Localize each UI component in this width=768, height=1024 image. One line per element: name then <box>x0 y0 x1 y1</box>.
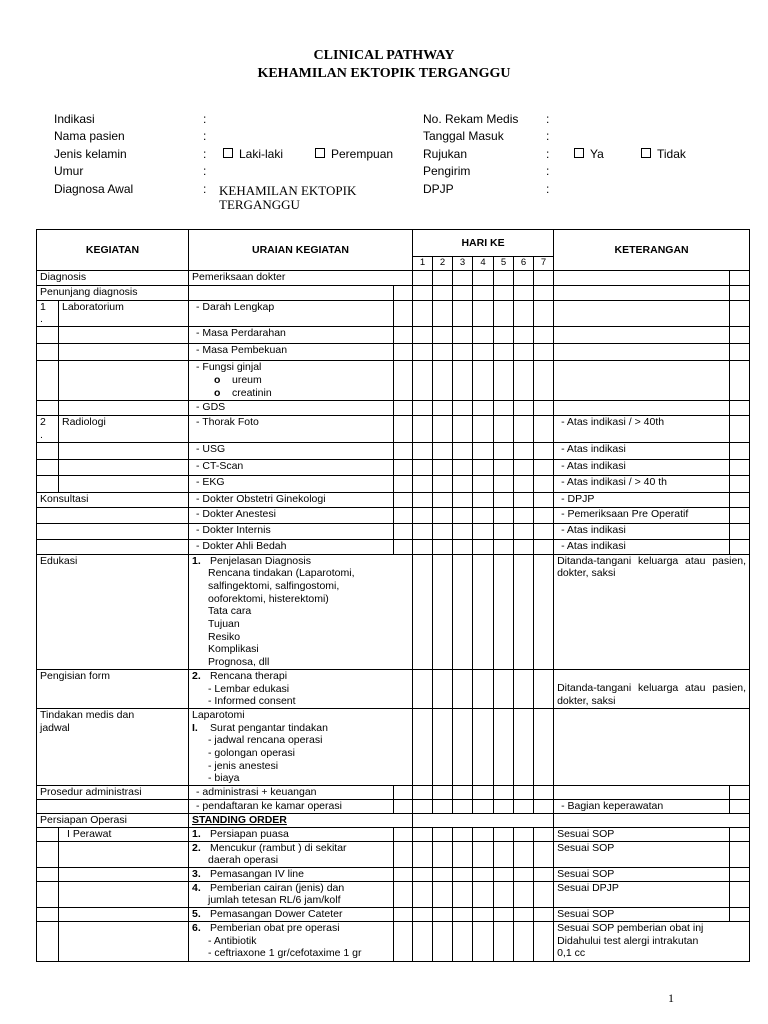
umur-label: Umur <box>54 164 84 178</box>
row-number: 2 . <box>37 416 59 442</box>
day-4: 4 <box>473 257 494 271</box>
nama-pasien-label: Nama pasien <box>54 129 125 143</box>
uraian-cell: - EKG <box>189 475 394 492</box>
day-1: 1 <box>413 257 433 271</box>
uraian-cell: 4. Pemberian cairan (jenis) dan jumlah tetesan RL/6 jam/kolf <box>189 881 394 907</box>
uraian-cell: - USG <box>189 442 394 459</box>
table-row <box>37 270 750 285</box>
day-5: 5 <box>494 257 514 271</box>
table-row <box>37 361 750 401</box>
no-rekam-medis-colon: : <box>546 112 550 126</box>
ya-label: Ya <box>590 147 604 161</box>
indikasi-colon: : <box>203 112 207 126</box>
keterangan-cell: - Atas indikasi <box>554 539 730 554</box>
table-row <box>37 507 750 523</box>
day-3: 3 <box>453 257 473 271</box>
uraian-cell: - administrasi + keuangan <box>189 786 394 800</box>
pengirim-label: Pengirim <box>423 164 471 178</box>
table-row <box>37 475 750 492</box>
kegiatan-cell: Pengisian form <box>37 669 189 708</box>
uraian-cell: 1. Penjelasan Diagnosis Rencana tindakan (Laparotomi, salfingektomi, salfingostomi, ooforektomi, histerektomi) Tata cara Tujuan Resiko Komplikasi Prognosa, dll <box>189 554 413 669</box>
uraian-cell: - Masa Pembekuan <box>189 344 394 361</box>
uraian-cell: - Dokter Internis <box>189 523 394 539</box>
kegiatan-cell: Laboratorium <box>59 300 189 326</box>
table-row <box>37 867 750 881</box>
kegiatan-cell: Penunjang diagnosis <box>37 285 189 300</box>
uraian-cell: 6. Pemberian obat pre operasi - Antibiotik - ceftriaxone 1 gr/cefotaxime 1 gr <box>189 921 394 961</box>
uraian-cell: - Fungsi ginjal o ureum o creatinin <box>189 361 394 401</box>
uraian-cell: 3. Pemasangan IV line <box>189 867 394 881</box>
keterangan-cell: - Atas indikasi <box>554 523 730 539</box>
table-row <box>37 459 750 475</box>
table-row <box>37 814 750 828</box>
ya-option[interactable] <box>574 147 604 161</box>
table-row <box>37 327 750 344</box>
keterangan-cell: - Pemeriksaan Pre Operatif <box>554 507 730 523</box>
uraian-cell: - pendaftaran ke kamar operasi <box>189 800 394 814</box>
keterangan-cell: - Atas indikasi <box>554 459 730 475</box>
table-header-row <box>37 230 750 257</box>
header-keterangan: KETERANGAN <box>554 230 750 271</box>
header-hari-ke: HARI KE <box>413 230 554 257</box>
table-row <box>37 908 750 922</box>
table-row <box>37 554 750 669</box>
diagnosa-awal-value-2: TERGANGGU <box>219 197 300 212</box>
kegiatan-cell: Edukasi <box>37 554 189 669</box>
day-7: 7 <box>534 257 554 271</box>
keterangan-cell: Sesuai SOP <box>554 827 730 841</box>
row-number: 1 . <box>37 300 59 326</box>
ya-checkbox[interactable] <box>574 148 584 158</box>
day-6: 6 <box>514 257 534 271</box>
keterangan-cell: - Atas indikasi / > 40th <box>554 416 730 442</box>
tanggal-masuk-colon: : <box>546 129 550 143</box>
rujukan-label: Rujukan <box>423 147 468 161</box>
keterangan-cell: - Bagian keperawatan <box>554 800 730 814</box>
dpjp-colon: : <box>546 182 550 196</box>
table-row <box>37 827 750 841</box>
dpjp-label: DPJP <box>423 182 454 196</box>
uraian-cell: 2. Rencana therapi - Lembar edukasi - Informed consent <box>189 669 413 708</box>
keterangan-cell: Sesuai DPJP <box>554 881 730 907</box>
page-number: 1 <box>668 991 674 1005</box>
jenis-kelamin-label: Jenis kelamin <box>54 147 127 161</box>
clinical-pathway-table <box>36 229 750 962</box>
table-row <box>37 921 750 961</box>
uraian-cell: - GDS <box>189 401 394 416</box>
perawat-label: I Perawat <box>59 827 189 841</box>
tanggal-masuk-label: Tanggal Masuk <box>423 129 504 143</box>
laki-laki-checkbox[interactable] <box>223 148 233 158</box>
kegiatan-cell: Tindakan medis dan jadwal <box>37 708 189 785</box>
jenis-kelamin-colon: : <box>203 147 207 161</box>
table-row <box>37 523 750 539</box>
rujukan-colon: : <box>546 147 550 161</box>
table-row <box>37 442 750 459</box>
header-kegiatan: KEGIATAN <box>37 230 189 271</box>
no-rekam-medis-label: No. Rekam Medis <box>423 112 519 126</box>
table-row <box>37 401 750 416</box>
uraian-cell: - Masa Perdarahan <box>189 327 394 344</box>
uraian-cell: - Thorak Foto <box>189 416 394 442</box>
nama-pasien-colon: : <box>203 129 207 143</box>
keterangan-cell: Sesuai SOP pemberian obat inj Didahului test alergi intrakutan 0,1 cc <box>554 921 750 961</box>
keterangan-cell: - Atas indikasi <box>554 442 730 459</box>
perempuan-checkbox[interactable] <box>315 148 325 158</box>
diagnosa-awal-value-1: KEHAMILAN EKTOPIK <box>219 183 357 198</box>
table-row <box>37 669 750 708</box>
table-row <box>37 841 750 867</box>
table-row <box>37 344 750 361</box>
uraian-cell: 2. Mencukur (rambut ) di sekitar daerah operasi <box>189 841 394 867</box>
tidak-option[interactable] <box>641 147 686 161</box>
indikasi-label: Indikasi <box>54 112 95 126</box>
keterangan-cell: Sesuai SOP <box>554 908 730 922</box>
keterangan-cell: - DPJP <box>554 492 730 507</box>
diagnosa-awal-label: Diagnosa Awal <box>54 182 134 196</box>
laki-laki-label: Laki-laki <box>239 147 284 161</box>
kegiatan-cell: Radiologi <box>59 416 189 442</box>
uraian-cell: Laparotomi I. Surat pengantar tindakan - jadwal rencana operasi - golongan operasi - jenis anestesi - biaya <box>189 708 413 785</box>
pengirim-colon: : <box>546 164 550 178</box>
uraian-cell: - Dokter Obstetri Ginekologi <box>189 492 394 507</box>
tidak-label: Tidak <box>657 147 686 161</box>
kegiatan-cell: Diagnosis <box>37 270 189 285</box>
uraian-cell: - CT-Scan <box>189 459 394 475</box>
standing-order-label: STANDING ORDER <box>189 814 413 828</box>
diagnosa-awal-colon: : <box>203 182 207 196</box>
table-row <box>37 539 750 554</box>
table-row <box>37 492 750 507</box>
keterangan-cell: Ditanda-tangani keluarga atau pasien, dokter, saksi <box>554 669 750 708</box>
uraian-cell: - Darah Lengkap <box>189 300 394 326</box>
table-row <box>37 800 750 814</box>
header-uraian-kegiatan: URAIAN KEGIATAN <box>189 230 413 271</box>
table-row <box>37 708 750 785</box>
perempuan-label: Perempuan <box>331 147 394 161</box>
keterangan-cell: Sesuai SOP <box>554 867 730 881</box>
keterangan-cell: Sesuai SOP <box>554 841 730 867</box>
uraian-cell: - Dokter Anestesi <box>189 507 394 523</box>
table-row <box>37 416 750 442</box>
table-row <box>37 285 750 300</box>
keterangan-cell: - Atas indikasi / > 40 th <box>554 475 730 492</box>
document-subtitle: KEHAMILAN EKTOPIK TERGANGGU <box>257 66 511 81</box>
perempuan-option[interactable] <box>315 147 393 161</box>
day-2: 2 <box>433 257 453 271</box>
umur-colon: : <box>203 164 207 178</box>
table-row <box>37 786 750 800</box>
table-row <box>37 881 750 907</box>
uraian-cell: 1. Persiapan puasa <box>189 827 394 841</box>
table-row <box>37 300 750 326</box>
keterangan-cell: Ditanda-tangani keluarga atau pasien, dokter, saksi <box>554 554 750 669</box>
kegiatan-cell: Konsultasi <box>37 492 189 507</box>
kegiatan-cell: Persiapan Operasi <box>37 814 189 828</box>
uraian-cell: 5. Pemasangan Dower Cateter <box>189 908 394 922</box>
laki-laki-option[interactable] <box>223 147 283 161</box>
kegiatan-cell: Prosedur administrasi <box>37 786 189 800</box>
document-title: CLINICAL PATHWAY <box>313 48 455 63</box>
uraian-cell: - Dokter Ahli Bedah <box>189 539 394 554</box>
tidak-checkbox[interactable] <box>641 148 651 158</box>
uraian-cell: Pemeriksaan dokter <box>189 270 413 285</box>
